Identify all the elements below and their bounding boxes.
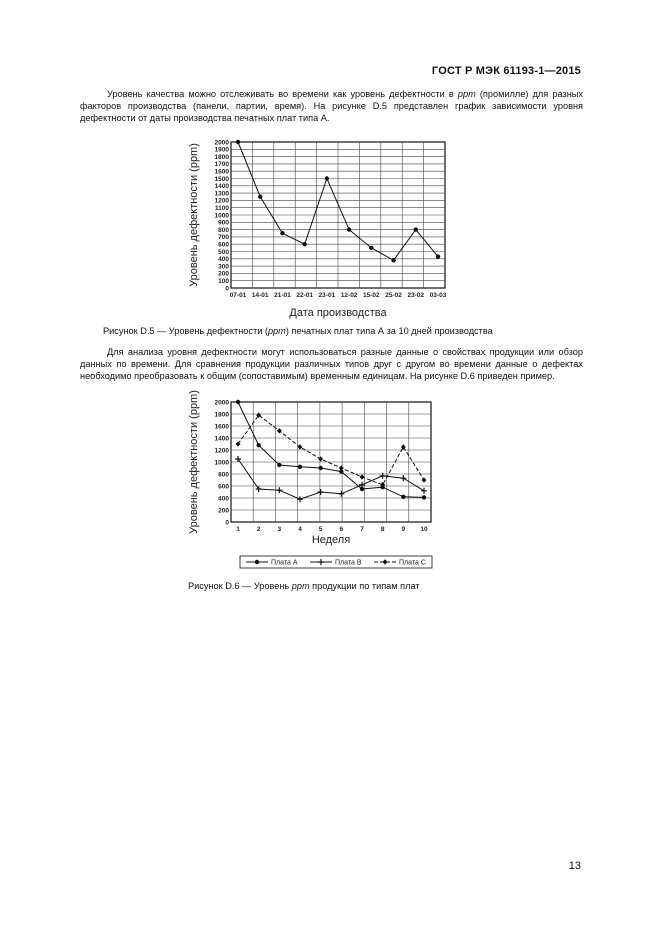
chart1-ytick-label: 1200	[214, 197, 229, 205]
chart1-ytick-label: 100	[218, 278, 229, 285]
chart2-xtick-label: 6	[339, 526, 344, 533]
chart2-series-1-point	[401, 495, 405, 499]
chart1-ytick-label: 200	[218, 270, 229, 278]
chart2-ytick-label: 2000	[214, 399, 229, 407]
chart2-series-3-point	[318, 456, 323, 462]
figure-d5-caption	[103, 326, 493, 336]
chart2-ytick-label: 1800	[214, 411, 229, 419]
chart1-ytick-label: 1900	[214, 146, 229, 154]
chart1-ytick-label: 900	[218, 219, 229, 227]
figure-d5-caption-a: Рисунок D.5 — Уровень дефектности (	[103, 326, 268, 336]
chart1-ytick-label: 800	[218, 226, 229, 234]
chart1-xtick-label: 07-01	[229, 292, 247, 299]
chart2-ytick-label: 1400	[214, 435, 229, 443]
chart1-series-1-point	[414, 227, 418, 231]
chart2-ytick-label: 1600	[214, 423, 229, 431]
chart1-ytick-label: 0	[225, 285, 229, 293]
chart2-series-2-point	[421, 488, 427, 494]
figure-d6-caption-b: продукции по типам плат	[309, 581, 420, 591]
paragraph-2: Для анализа уровня дефектности могут использоваться разные данные о свойствах продукции или обзор данных по времени. Для сравнения продукции различных типов друг с другом во времени данные о дефектах необходимо преобразовать к общим (сопоставимым) временным единицам. На рисунке D.6 приведен пример.	[80, 347, 583, 381]
chart2-legend-marker-1	[255, 560, 259, 564]
chart2-series-1-point	[422, 495, 426, 499]
chart2-xtick-label: 9	[401, 526, 406, 533]
chart1-series-1-point	[347, 227, 351, 231]
chart1-series-1-point	[391, 258, 395, 262]
chart2-x-axis-label: Неделя	[311, 534, 351, 546]
chart2-series-3-point	[360, 474, 365, 480]
chart1-ytick-label: 1400	[214, 183, 229, 191]
chart2-series-2-point	[338, 491, 344, 497]
chart2-series-2-point	[400, 475, 406, 481]
figure-d5-caption-b: ) печатных плат типа А за 10 дней производства	[285, 326, 493, 336]
chart1-xtick-label: 21-01	[274, 292, 291, 299]
chart1-ytick-label: 1700	[214, 161, 229, 169]
chart2-ytick-label: 400	[218, 495, 229, 503]
chart2-xtick-label: 1	[236, 526, 240, 533]
chart1-series-1-point	[258, 195, 262, 199]
paragraph-1-text-b: (промилле) для разных факторов производства (панели, партии, время). На рисунке D.5 представлен график зависимости уровня дефектности от даты производства печатных плат типа А.	[80, 89, 583, 123]
chart2-legend-label-2: Плата B	[335, 559, 362, 567]
chart2-series-2-point	[318, 489, 324, 495]
paragraph-1	[80, 88, 583, 124]
chart2-xtick-label: 4	[298, 526, 302, 533]
chart2-series-1-point	[236, 400, 240, 404]
chart1-ytick-label: 1500	[214, 175, 229, 183]
chart2-xtick-label: 8	[380, 526, 385, 533]
figure-d6-caption-ppm: ppm	[291, 581, 310, 591]
chart1-xtick-label: 03-03	[429, 292, 447, 299]
chart2-series-1-point	[318, 466, 322, 470]
chart2-legend-label-3: Плата C	[399, 559, 426, 567]
chart1-series-1-point	[436, 254, 440, 258]
chart2-xtick-label: 10	[420, 526, 428, 533]
chart1-ytick-label: 300	[218, 263, 229, 271]
chart2-series-2-point	[380, 473, 386, 479]
chart1-xtick-label: 12-02	[340, 292, 358, 299]
chart2-series-2-point	[276, 487, 282, 493]
page-number: 13	[568, 860, 581, 872]
chart2-series-3-point	[339, 465, 344, 471]
figure-d5-chart	[185, 138, 455, 320]
chart1-series-1-point	[369, 246, 373, 250]
chart2-ytick-label: 200	[218, 507, 229, 515]
chart2-ytick-label: 0	[225, 519, 229, 527]
chart1-xtick-label: 23-01	[318, 292, 336, 299]
chart1-ytick-label: 1300	[214, 190, 229, 198]
chart1-ytick-label: 1000	[214, 212, 229, 220]
figure-d6-caption	[188, 581, 420, 591]
chart1-ytick-label: 1100	[214, 205, 229, 212]
chart2-xtick-label: 7	[360, 526, 364, 533]
paragraph-1-ppm: ppm	[457, 89, 476, 99]
chart1-ytick-label: 2000	[214, 139, 229, 147]
chart2-series-3-point	[298, 444, 303, 450]
chart1-xtick-label: 22-01	[296, 292, 313, 299]
chart2-ytick-label: 800	[218, 471, 229, 479]
chart1-ytick-label: 600	[218, 241, 229, 249]
chart2-ytick-label: 600	[218, 483, 229, 491]
document-header: ГОСТ Р МЭК 61193-1—2015	[431, 65, 581, 77]
chart2-ytick-label: 1200	[214, 447, 229, 455]
figure-d6-caption-a: Рисунок D.6 — Уровень	[188, 581, 292, 591]
figure-d6-chart	[185, 390, 445, 572]
chart2-legend-label-1: Плата А	[271, 559, 298, 567]
chart2-legend-marker-2	[318, 559, 324, 565]
chart1-ytick-label: 500	[218, 248, 229, 256]
chart1-ytick-label: 1600	[214, 168, 229, 176]
paragraph-1-text-a: Уровень качества можно отслеживать во времени как уровень дефектности в	[107, 89, 458, 99]
chart1-xtick-label: 23-02	[407, 292, 425, 299]
chart2-series-2-point	[235, 456, 241, 462]
chart1-series-1-point	[325, 176, 329, 180]
chart1-series-1-point	[236, 140, 240, 144]
chart2-ytick-label: 1000	[214, 459, 229, 467]
chart1-series-1-point	[280, 231, 284, 235]
chart2-series-2-point	[256, 486, 262, 492]
chart1-xtick-label: 15-02	[363, 292, 380, 299]
chart2-series-3-point	[277, 428, 282, 434]
chart2-y-axis-label: Уровень дефектности (ppm)	[188, 390, 200, 534]
chart1-xtick-label: 25-02	[385, 292, 402, 299]
chart2-series-1-point	[298, 465, 302, 469]
chart1-y-axis-label: Уровень дефектности (ppm)	[188, 143, 200, 287]
chart2-legend-marker-3	[383, 559, 388, 565]
chart1-xtick-label: 14-01	[251, 292, 269, 299]
chart2-series-1-point	[277, 463, 281, 467]
chart1-ytick-label: 700	[218, 234, 229, 242]
chart1-ytick-label: 1800	[214, 153, 229, 161]
chart1-series-1-point	[302, 242, 306, 246]
chart1-ytick-label: 400	[218, 256, 229, 264]
chart2-xtick-label: 2	[256, 526, 261, 533]
figure-d5-caption-ppm: ppm	[267, 326, 286, 336]
chart2-xtick-label: 3	[277, 526, 282, 533]
chart2-xtick-label: 5	[318, 526, 323, 533]
chart2-series-1-point	[256, 443, 260, 447]
chart1-x-axis-label: Дата производства	[289, 307, 387, 319]
